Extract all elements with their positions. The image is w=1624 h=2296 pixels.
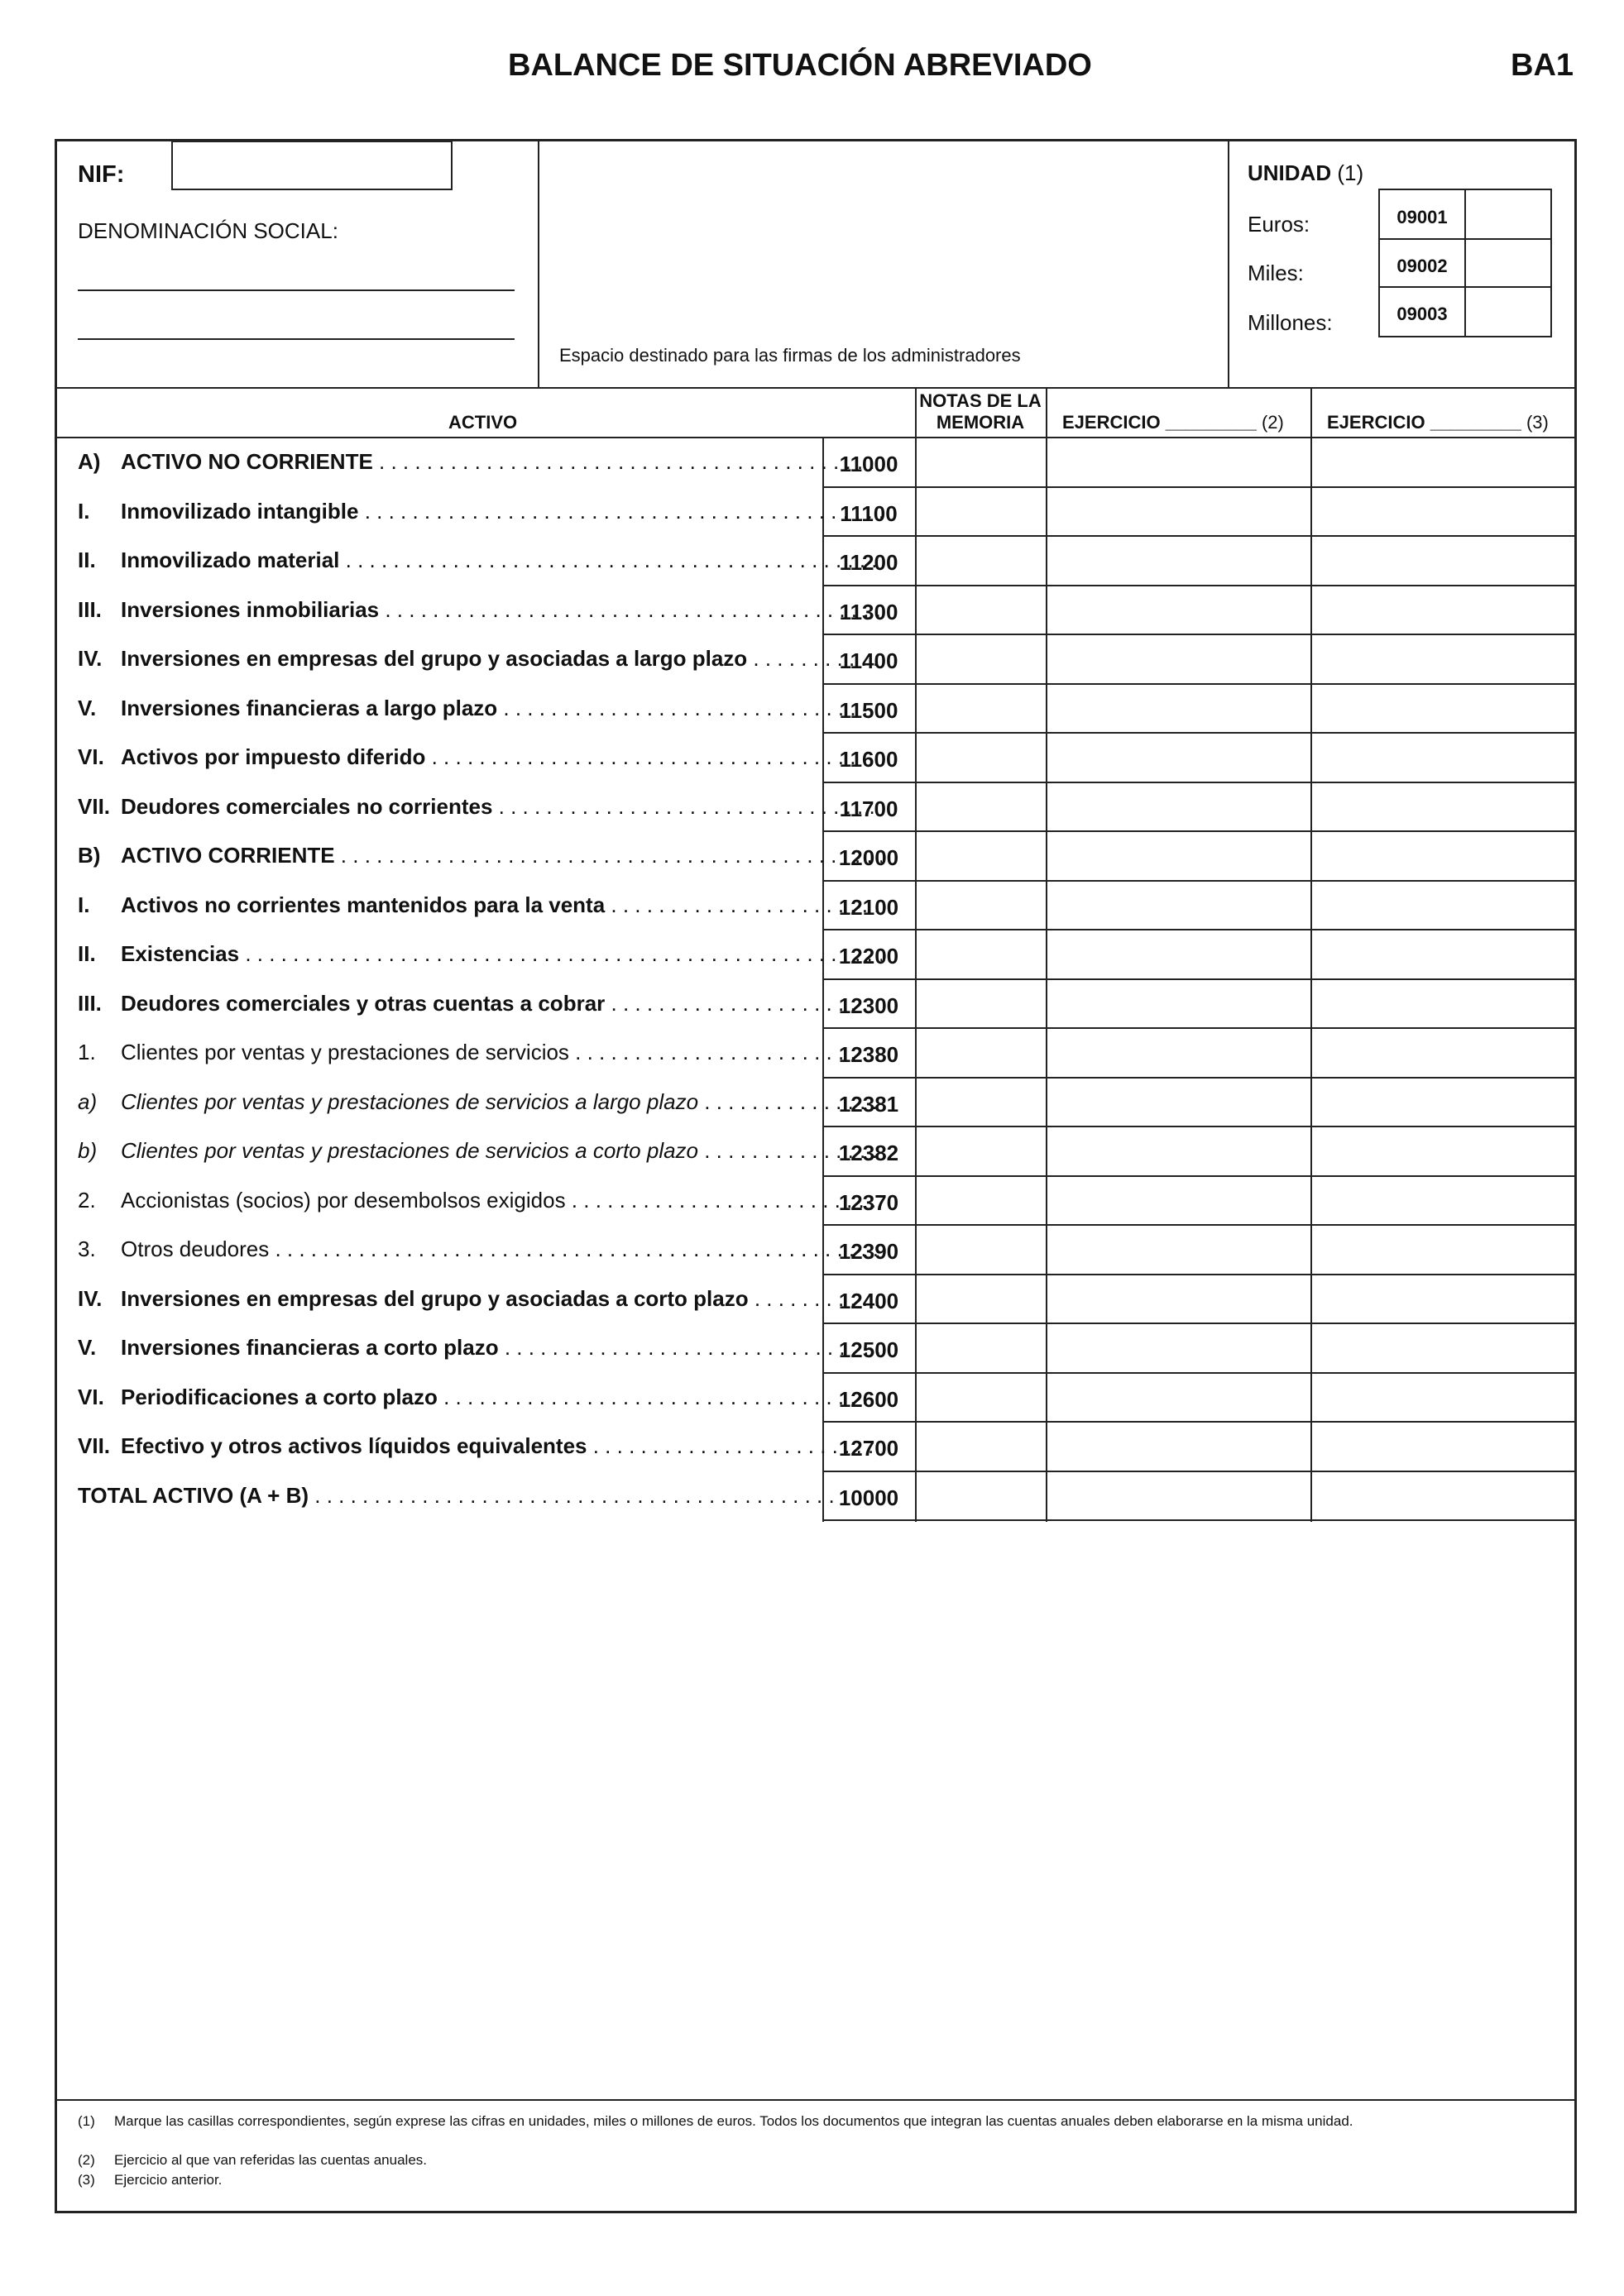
row-label: Activos por impuesto diferido . . . bbox=[121, 732, 882, 782]
row-number: VII. bbox=[78, 1433, 111, 1458]
ejercicio-actual-cell[interactable] bbox=[1047, 1374, 1310, 1420]
notas-cell[interactable] bbox=[917, 685, 1046, 731]
unidad-millones-checkbox[interactable] bbox=[1466, 288, 1550, 336]
row-code: 11600 bbox=[839, 747, 898, 772]
ejercicio-anterior-cell[interactable] bbox=[1312, 980, 1575, 1026]
row-number: 3. bbox=[78, 1236, 96, 1261]
table-row bbox=[78, 1224, 802, 1274]
row-label: Clientes por ventas y prestaciones de servicios a largo plazo . . . bbox=[121, 1077, 882, 1126]
unidad-code: 09003 bbox=[1380, 288, 1466, 336]
row-label: Deudores comerciales no corrientes . . . bbox=[121, 782, 882, 831]
ejercicio-anterior-cell[interactable] bbox=[1312, 1423, 1575, 1469]
row-number: II. bbox=[78, 548, 96, 572]
ejercicio-actual-cell[interactable] bbox=[1047, 488, 1310, 534]
unidad-label: UNIDAD (1) bbox=[1248, 160, 1364, 185]
row-number: I. bbox=[78, 499, 90, 524]
row-number: IV. bbox=[78, 646, 103, 671]
row-number: I. bbox=[78, 892, 90, 917]
row-label: Periodificaciones a corto plazo . . . bbox=[121, 1372, 882, 1422]
row-number: III. bbox=[78, 991, 102, 1016]
ejercicio-actual-cell[interactable] bbox=[1047, 1029, 1310, 1075]
notas-cell[interactable] bbox=[917, 438, 1046, 485]
column-header-notas: NOTAS DE LA MEMORIA bbox=[919, 390, 1042, 433]
notas-cell[interactable] bbox=[917, 1029, 1046, 1075]
denominacion-social-line-1[interactable] bbox=[78, 289, 515, 291]
unidad-miles-checkbox[interactable] bbox=[1466, 240, 1550, 288]
firmas-space-label: Espacio destinado para las firmas de los administradores bbox=[559, 345, 1021, 366]
ejercicio-actual-cell[interactable] bbox=[1047, 1423, 1310, 1469]
row-number: V. bbox=[78, 696, 97, 720]
column-header-ejercicio-actual: EJERCICIO _________ (2) bbox=[1062, 412, 1284, 433]
row-label: Inversiones en empresas del grupo y asociadas a corto plazo . . . bbox=[121, 1274, 882, 1323]
table-row bbox=[78, 1471, 802, 1520]
ejercicio-actual-cell[interactable] bbox=[1047, 1079, 1310, 1125]
row-code: 12100 bbox=[838, 895, 899, 920]
ejercicio-actual-cell[interactable] bbox=[1047, 438, 1310, 485]
row-number: a) bbox=[78, 1089, 98, 1114]
table-row bbox=[78, 437, 802, 486]
notas-cell[interactable] bbox=[917, 930, 1046, 977]
ejercicio-actual-cell[interactable] bbox=[1047, 1324, 1310, 1370]
nif-field[interactable] bbox=[171, 141, 453, 190]
ejercicio-actual-cell[interactable] bbox=[1047, 980, 1310, 1026]
table-row bbox=[78, 880, 802, 930]
row-code: 11300 bbox=[839, 600, 898, 624]
ejercicio-anterior-cell[interactable] bbox=[1312, 1226, 1575, 1272]
row-label: Efectivo y otros activos líquidos equivalentes . . . bbox=[121, 1421, 882, 1471]
row-number: II. bbox=[78, 941, 96, 966]
divider bbox=[55, 2099, 1577, 2101]
table-row bbox=[78, 1323, 802, 1372]
ejercicio-anterior-cell[interactable] bbox=[1312, 1127, 1575, 1174]
ejercicio-anterior-cell[interactable] bbox=[1312, 635, 1575, 682]
unidad-row-millones bbox=[1380, 286, 1550, 336]
row-label: TOTAL ACTIVO (A + B) . . . bbox=[78, 1471, 839, 1520]
ejercicio-actual-cell[interactable] bbox=[1047, 832, 1310, 878]
row-label: Inmovilizado intangible . . . bbox=[121, 486, 882, 536]
notas-cell[interactable] bbox=[917, 980, 1046, 1026]
ejercicio-actual-cell[interactable] bbox=[1047, 685, 1310, 731]
notas-cell[interactable] bbox=[917, 1374, 1046, 1420]
notas-cell[interactable] bbox=[917, 832, 1046, 878]
unidad-miles-label: Miles: bbox=[1248, 261, 1304, 285]
ejercicio-actual-cell[interactable] bbox=[1047, 930, 1310, 977]
notas-cell[interactable] bbox=[917, 1275, 1046, 1322]
denominacion-social-label: DENOMINACIÓN SOCIAL: bbox=[78, 218, 338, 243]
row-label: Otros deudores . . . bbox=[121, 1224, 882, 1274]
notas-cell[interactable] bbox=[917, 1324, 1046, 1370]
notas-cell[interactable] bbox=[917, 783, 1046, 830]
ejercicio-anterior-cell[interactable] bbox=[1312, 930, 1575, 977]
ejercicio-anterior-cell[interactable] bbox=[1312, 537, 1575, 583]
row-code: 11200 bbox=[839, 550, 898, 575]
page-title: BALANCE DE SITUACIÓN ABREVIADO bbox=[508, 48, 1092, 83]
row-code: 12381 bbox=[838, 1092, 899, 1117]
row-code: 12300 bbox=[838, 993, 899, 1018]
table-row bbox=[78, 929, 802, 978]
row-label: Inversiones financieras a largo plazo . . . bbox=[121, 683, 882, 733]
ejercicio-actual-cell[interactable] bbox=[1047, 1275, 1310, 1322]
table-row bbox=[78, 634, 802, 683]
ejercicio-anterior-cell[interactable] bbox=[1312, 1177, 1575, 1223]
ejercicio-anterior-cell[interactable] bbox=[1312, 882, 1575, 928]
table-row bbox=[78, 732, 802, 782]
row-number: 2. bbox=[78, 1188, 96, 1213]
column-header-activo: ACTIVO bbox=[448, 412, 518, 433]
ejercicio-actual-cell[interactable] bbox=[1047, 734, 1310, 780]
row-label: Inversiones en empresas del grupo y asociadas a largo plazo . . . bbox=[121, 634, 882, 683]
row-code: 12200 bbox=[838, 944, 899, 969]
row-code: 11100 bbox=[840, 501, 898, 526]
row-code: 12370 bbox=[838, 1190, 899, 1215]
row-number: IV. bbox=[78, 1286, 103, 1311]
ejercicio-actual-cell[interactable] bbox=[1047, 1177, 1310, 1223]
ejercicio-anterior-cell[interactable] bbox=[1312, 1472, 1575, 1519]
table-row bbox=[78, 1421, 802, 1471]
ejercicio-anterior-cell[interactable] bbox=[1312, 832, 1575, 878]
row-number: B) bbox=[78, 843, 101, 868]
row-number: b) bbox=[78, 1138, 98, 1163]
row-code: 12382 bbox=[838, 1141, 899, 1165]
notas-cell[interactable] bbox=[917, 734, 1046, 780]
ejercicio-actual-cell[interactable] bbox=[1047, 537, 1310, 583]
row-number: V. bbox=[78, 1335, 97, 1360]
ejercicio-actual-cell[interactable] bbox=[1047, 882, 1310, 928]
divider bbox=[55, 387, 1577, 389]
ejercicio-actual-cell[interactable] bbox=[1047, 1472, 1310, 1519]
row-label: ACTIVO NO CORRIENTE . . . bbox=[121, 437, 882, 486]
divider bbox=[1228, 139, 1229, 389]
table-row bbox=[78, 1274, 802, 1323]
notas-cell[interactable] bbox=[917, 1127, 1046, 1174]
row-label: Accionistas (socios) por desembolsos exigidos . . . bbox=[121, 1175, 882, 1225]
unidad-grid bbox=[1378, 189, 1552, 337]
row-code: 12700 bbox=[838, 1436, 899, 1461]
row-code: 12380 bbox=[838, 1042, 899, 1067]
row-code: 12390 bbox=[838, 1239, 899, 1264]
ejercicio-anterior-cell[interactable] bbox=[1312, 1275, 1575, 1322]
row-number: VI. bbox=[78, 744, 104, 769]
ejercicio-anterior-cell[interactable] bbox=[1312, 1079, 1575, 1125]
row-code: 12500 bbox=[838, 1337, 899, 1362]
ejercicio-anterior-cell[interactable] bbox=[1312, 438, 1575, 485]
ejercicio-actual-cell[interactable] bbox=[1047, 1226, 1310, 1272]
row-code: 11000 bbox=[839, 452, 898, 476]
nif-label: NIF: bbox=[78, 161, 125, 188]
ejercicio-actual-cell[interactable] bbox=[1047, 586, 1310, 633]
unidad-code: 09001 bbox=[1380, 190, 1466, 240]
row-number: 1. bbox=[78, 1040, 96, 1064]
ejercicio-anterior-cell[interactable] bbox=[1312, 1374, 1575, 1420]
table-row bbox=[78, 683, 802, 733]
ejercicio-anterior-cell[interactable] bbox=[1312, 488, 1575, 534]
ejercicio-anterior-cell[interactable] bbox=[1312, 783, 1575, 830]
notas-cell[interactable] bbox=[917, 635, 1046, 682]
row-code: 12600 bbox=[838, 1387, 899, 1412]
row-code: 11500 bbox=[839, 698, 898, 723]
table-row bbox=[78, 585, 802, 634]
unidad-row-euros bbox=[1380, 190, 1550, 240]
table-row bbox=[78, 830, 802, 880]
notas-cell[interactable] bbox=[917, 1079, 1046, 1125]
row-code: 11400 bbox=[839, 648, 898, 673]
notas-cell[interactable] bbox=[917, 1226, 1046, 1272]
unidad-euros-checkbox[interactable] bbox=[1466, 190, 1550, 240]
row-label: Activos no corrientes mantenidos para la venta . . . bbox=[121, 880, 882, 930]
unidad-code: 09002 bbox=[1380, 240, 1466, 288]
table-row bbox=[78, 1027, 802, 1077]
row-label: Clientes por ventas y prestaciones de servicios a corto plazo . . . bbox=[121, 1126, 882, 1175]
table-row bbox=[78, 1126, 802, 1175]
row-label: Clientes por ventas y prestaciones de servicios . . . bbox=[121, 1027, 882, 1077]
notas-cell[interactable] bbox=[917, 1423, 1046, 1469]
row-label: Existencias . . . bbox=[121, 929, 882, 978]
table-row bbox=[78, 1175, 802, 1225]
notas-cell[interactable] bbox=[917, 488, 1046, 534]
notas-cell[interactable] bbox=[917, 537, 1046, 583]
ejercicio-anterior-cell[interactable] bbox=[1312, 1029, 1575, 1075]
unidad-euros-label: Euros: bbox=[1248, 212, 1310, 237]
ejercicio-anterior-cell[interactable] bbox=[1312, 685, 1575, 731]
ejercicio-anterior-cell[interactable] bbox=[1312, 734, 1575, 780]
ejercicio-anterior-cell[interactable] bbox=[1312, 586, 1575, 633]
row-code: 12400 bbox=[838, 1289, 899, 1313]
notas-cell[interactable] bbox=[917, 1177, 1046, 1223]
table-row bbox=[78, 1077, 802, 1126]
table-row bbox=[78, 978, 802, 1028]
denominacion-social-line-2[interactable] bbox=[78, 338, 515, 340]
row-number: III. bbox=[78, 597, 102, 622]
row-code: 11700 bbox=[839, 796, 898, 821]
form-code: BA1 bbox=[1511, 48, 1574, 83]
row-number: VI. bbox=[78, 1385, 104, 1409]
table-row bbox=[78, 535, 802, 585]
ejercicio-actual-cell[interactable] bbox=[1047, 1127, 1310, 1174]
divider bbox=[538, 139, 539, 389]
unidad-row-miles bbox=[1380, 238, 1550, 288]
ejercicio-actual-cell[interactable] bbox=[1047, 783, 1310, 830]
row-divider bbox=[822, 1519, 1577, 1521]
row-number: A) bbox=[78, 449, 101, 474]
notas-cell[interactable] bbox=[917, 1472, 1046, 1519]
table-row bbox=[78, 1372, 802, 1422]
column-header-ejercicio-anterior: EJERCICIO _________ (3) bbox=[1327, 412, 1549, 433]
table-row bbox=[78, 486, 802, 536]
ejercicio-anterior-cell[interactable] bbox=[1312, 1324, 1575, 1370]
row-label: ACTIVO CORRIENTE . . . bbox=[121, 830, 882, 880]
ejercicio-actual-cell[interactable] bbox=[1047, 635, 1310, 682]
unidad-millones-label: Millones: bbox=[1248, 310, 1333, 335]
notas-cell[interactable] bbox=[917, 586, 1046, 633]
row-label: Deudores comerciales y otras cuentas a cobrar . . . bbox=[121, 978, 882, 1028]
row-label: Inversiones inmobiliarias . . . bbox=[121, 585, 882, 634]
row-label: Inversiones financieras a corto plazo . . . bbox=[121, 1323, 882, 1372]
row-code: 12000 bbox=[838, 845, 899, 870]
row-number: VII. bbox=[78, 794, 111, 819]
row-label: Inmovilizado material . . . bbox=[121, 535, 882, 585]
notas-cell[interactable] bbox=[917, 882, 1046, 928]
table-row bbox=[78, 782, 802, 831]
row-code: 10000 bbox=[838, 1485, 899, 1510]
